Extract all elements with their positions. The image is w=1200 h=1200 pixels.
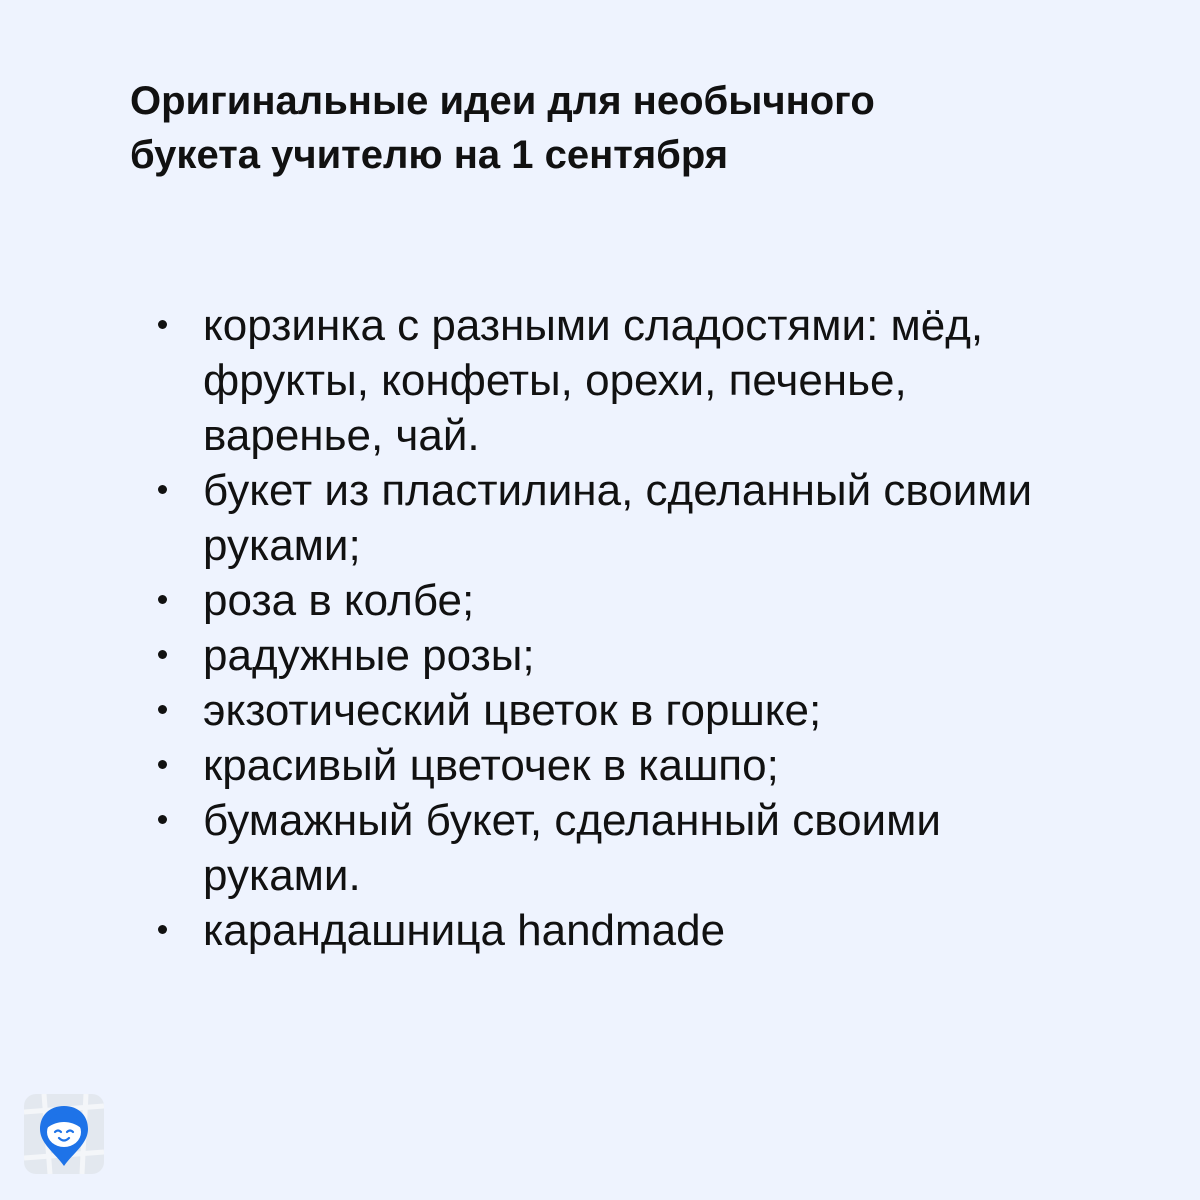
list-item-line: радужные розы; xyxy=(203,631,535,680)
bullet-icon xyxy=(158,320,167,329)
list-item-line: варенье, чай. xyxy=(203,411,480,460)
bullet-icon xyxy=(158,760,167,769)
bullet-icon xyxy=(158,650,167,659)
title-line-1: Оригинальные идеи для необычного xyxy=(130,79,875,123)
list-item-line: букет из пластилина, сделанный своими xyxy=(203,466,1033,515)
list-item xyxy=(155,738,1165,793)
list-item xyxy=(155,463,1165,573)
ideas-list xyxy=(155,298,1165,958)
brand-logo xyxy=(24,1094,104,1174)
list-item xyxy=(155,573,1165,628)
bullet-icon xyxy=(158,705,167,714)
title-line-2: букета учителю на 1 сентября xyxy=(130,133,729,177)
bullet-icon xyxy=(158,595,167,604)
list-item-line: красивый цветочек в кашпо; xyxy=(203,741,779,790)
list-item xyxy=(155,903,1165,958)
page-title xyxy=(130,74,1130,182)
map-pin-face-icon xyxy=(24,1094,104,1174)
bullet-icon xyxy=(158,815,167,824)
list-item xyxy=(155,628,1165,683)
bullet-icon xyxy=(158,485,167,494)
list-item-line: корзинка с разными сладостями: мёд, xyxy=(203,301,984,350)
list-item-line: карандашница handmade xyxy=(203,906,726,955)
list-item xyxy=(155,793,1165,903)
list-item-line: руками; xyxy=(203,521,361,570)
list-item-line: бумажный букет, сделанный своими xyxy=(203,796,941,845)
list-item-line: руками. xyxy=(203,851,361,900)
list-item xyxy=(155,298,1165,463)
list-item-line: роза в колбе; xyxy=(203,576,475,625)
list-item-line: экзотический цветок в горшке; xyxy=(203,686,822,735)
bullet-icon xyxy=(158,925,167,934)
list-item-line: фрукты, конфеты, орехи, печенье, xyxy=(203,356,907,405)
list-item xyxy=(155,683,1165,738)
